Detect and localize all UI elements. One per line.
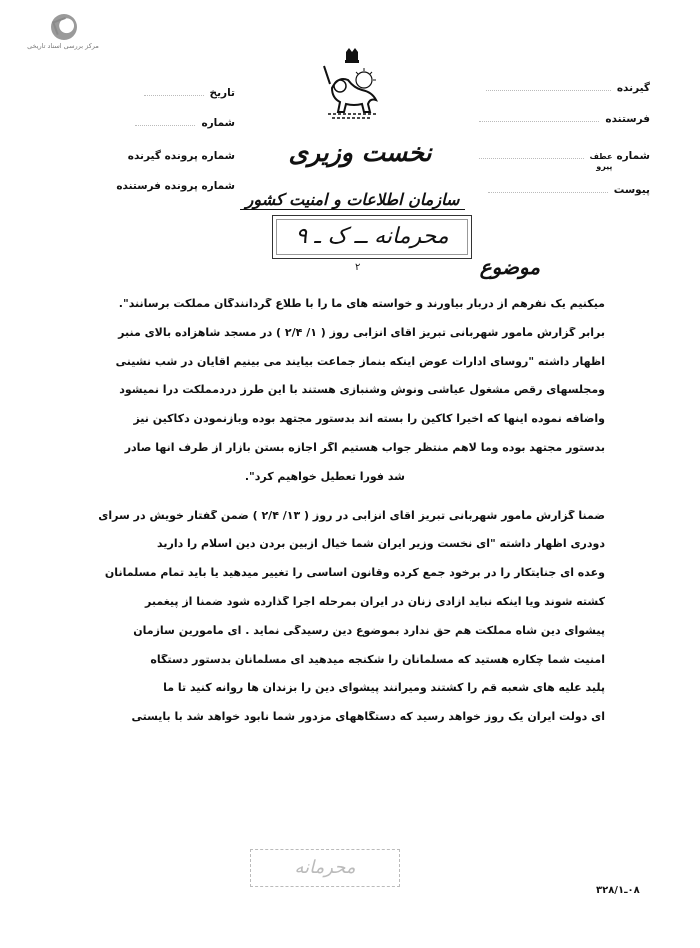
field-date [144, 87, 235, 99]
body-line: کشته شوند ویا اینکه نباید آزادی زنان در ایران بمرحله اجرا گذارده شود ضمناً از پیغمبر [144, 595, 605, 608]
reference-subfields [590, 152, 613, 173]
body-line: میکنیم یک نفرهم از دربار بیاورند و خواسته های ما را با طلاع گردانندگان مملکت برسانند". [118, 298, 605, 310]
field-label: شماره پرونده فرستنده [116, 180, 235, 192]
body-line: بدستور مجتهد بوده وما لاهم منتظر جواب هستیم اگر اجازه بستن بازار از طرف آنها صادر [124, 441, 605, 454]
field-sender [479, 113, 650, 125]
subfield-following: پیرو [596, 162, 613, 172]
field-sender-file-number [116, 180, 235, 192]
field-label: گیرنده [616, 82, 650, 94]
body-line: ای دولت ایران یک روز خواهد رسید که دستگاههای مزدور شما نابود خواهد شد با بایستی [131, 711, 605, 724]
field-label: فرستنده [605, 113, 650, 125]
body-paragraph [80, 510, 605, 740]
lion-and-sun-crown-emblem-icon [318, 48, 386, 124]
field-recipient-file-number [128, 150, 235, 162]
field-attachment [488, 184, 650, 196]
field-label: تاریخ [209, 87, 235, 99]
letterhead-title: نخست وزیری [288, 138, 432, 167]
field-label: شماره [201, 117, 235, 129]
body-line: ضمناً گزارش مأمور شهربانی تبریز آقای انزابی در روز ( ۱۳/ ۲/۴ ) ضمن گفتار خویش در سرای [98, 509, 605, 522]
field-blank [479, 120, 599, 122]
body-line: دودری اظهار داشته "ای نخست وزیر ایران شما خیال ازبین بردن دین اسلام را دارید [157, 538, 605, 551]
body-line: امنیت شما چکاره هستید که مسلمانان را شکنجه میدهید ای مسلمانان بدستور دستگاه [150, 653, 605, 666]
archive-logo-icon [51, 14, 77, 40]
field-label: شماره پرونده گیرنده [127, 150, 235, 162]
body-line: وعده ای جنایتکار را در برخود جمع کرده وقانون اساسی را تغییر میدهید یا باید تمام مسلمانان [104, 567, 605, 580]
field-number [135, 117, 235, 129]
subfield-pursuant: عطف [589, 152, 613, 161]
body-paragraph [80, 298, 605, 500]
paragraph-gap [80, 500, 605, 510]
watermark-text: مرکز بررسی اسناد تاریخی [27, 42, 99, 50]
field-blank [488, 191, 608, 193]
body-line: واضافه نموده اینها که اخیراً کاکین را بسته اند بدستور مجتهد بوده وبازنمودن دکاکین نیز [133, 413, 605, 426]
subject-label: موضوع [479, 255, 540, 279]
field-blank [479, 157, 584, 159]
classification-stamp: محرمانه ــ ک ـ ۹ [272, 215, 472, 259]
document-number: ۰۸ـ۳۲۸/۱ [596, 885, 640, 896]
footer-classification-stamp: محرمانه [250, 849, 400, 887]
body-line: برابر گزارش مأمور شهربانی تبریز آقای انزابی روز ( ۱/ ۲/۴ ) در مسجد شاهزاده بالای منبر [118, 326, 605, 339]
field-blank [486, 89, 611, 91]
letterhead-subtitle: سازمان اطلاعات و امنیت کشور [240, 190, 465, 210]
field-blank [135, 124, 195, 126]
document-body [80, 298, 605, 740]
body-line: پیشوای دین شاه مملکت هم حق ندارد بموضوع دین رسیدگی نماید . ای مأمورین سازمان [133, 624, 605, 637]
field-label: شماره [616, 150, 650, 162]
field-recipient [486, 82, 650, 94]
body-line: اظهار داشته "روسای ادارات عوض اینکه بنماز جماعت بیایند می بینیم آقایان در شب نشینی [115, 355, 605, 368]
body-line: پلید علیه های شعبه قم را کشتند ومیرانند پیشوای دین را بزندان ها روانه کنید تا ما [163, 682, 605, 695]
stamp-mark: ۲ [355, 262, 361, 273]
body-line: شد فوراً تعطیل خواهیم کرد". [244, 470, 405, 483]
body-line: ومجلسهای رقص مشغول عیاشی ونوش وشنبازی هستند با این طرز دردمملکت درا نمیشود [119, 384, 605, 397]
field-label: پیوست [613, 184, 650, 196]
archive-watermark [18, 10, 108, 55]
field-reference-number [479, 150, 650, 173]
field-blank [144, 94, 204, 96]
